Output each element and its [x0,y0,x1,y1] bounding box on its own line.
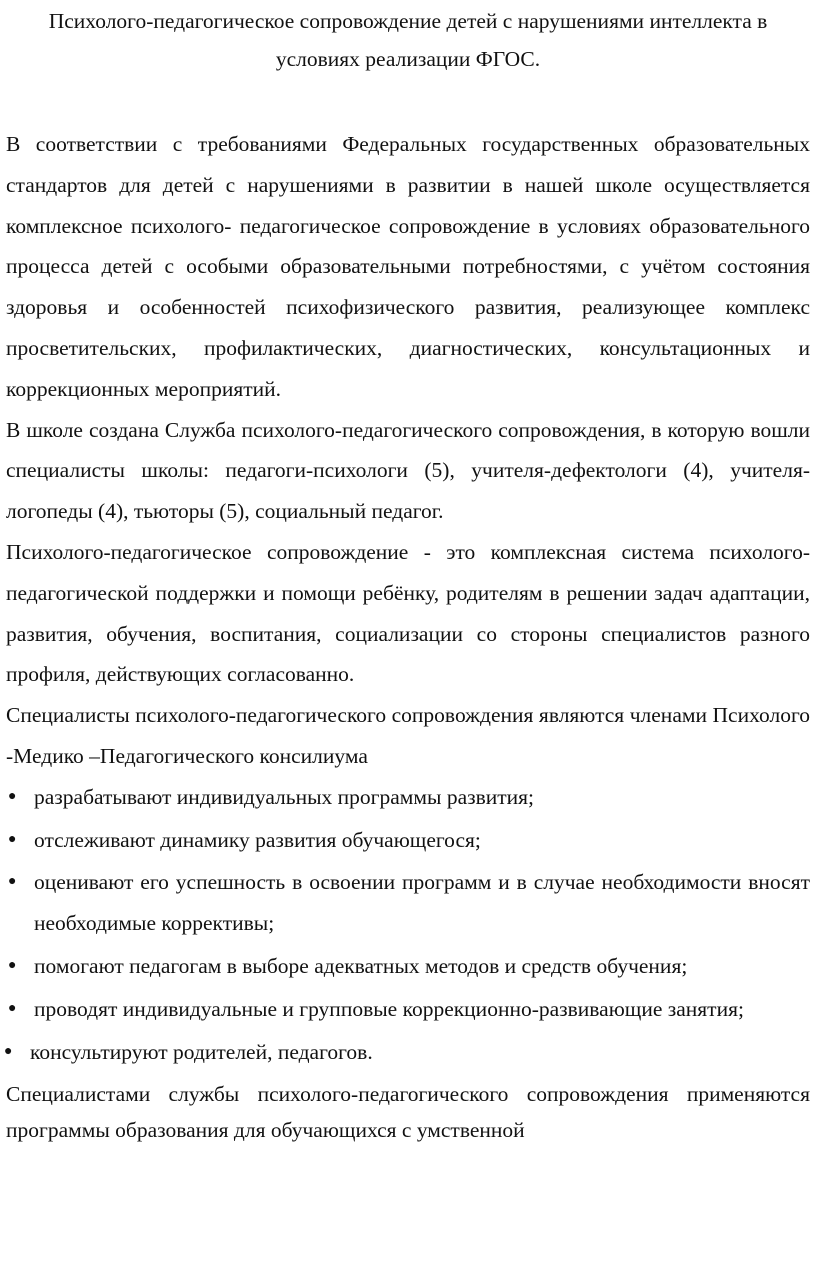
paragraph-consilium-members: Специалисты психолого-педагогического сопровождения являются членами Психолого -Медико –Педагогического консилиума [6,703,810,768]
bullet-icon: ● [8,957,17,973]
list-item-text: отслеживают динамику развития обучающегося; [34,827,481,852]
list-item-text: оценивают его успешность в освоении программ и в случае необходимости вносят необходимые коррективы; [34,870,810,936]
list-item-text: разрабатывают индивидуальных программы развития; [34,784,535,809]
list-item-text: помогают педагогам в выборе адекватных методов и средств обучения; [34,953,688,978]
list-item [6,989,810,1030]
bullet-icon: ● [8,788,17,804]
bullet-icon: ● [8,874,17,890]
paragraph-support-service: В школе создана Служба психолого-педагогического сопровождения, в которую вошли специалисты школы: педагоги-психологи (5), учителя-дефектологи (4), учителя-логопеды (4), тьюторы (5), социальный педагог. [6,417,810,524]
paragraph-fgos-requirements: В соответствии с требованиями Федеральных государственных образовательных стандартов для детей с нарушениями в развитии в нашей школе осуществляется комплексное психолого- педагогическое сопровождение в условиях образовательного процесса детей с особыми образовательными потребностями, с учётом состояния здоровья и особенностей психофизического развития, реализующее комплекс просветительских, профилактических, диагностических, консультационных и коррекционных мероприятий. [6,132,810,401]
list-item-text: проводят индивидуальные и групповые коррекционно-развивающие занятия; [34,996,744,1021]
bullet-icon: ● [8,1000,17,1016]
list-item [6,777,810,818]
bullet-icon: ● [8,831,17,847]
duties-list [6,777,810,1073]
paragraph-support-definition: Психолого-педагогическое сопровождение - это комплексная система психолого-педагогической поддержки и помощи ребёнку, родителям в решении задач адаптации, развития, обучения, воспитания, социализации со стороны специалистов разного профиля, действующих согласованно. [6,539,810,687]
list-item [2,1032,810,1073]
list-item-text: консультируют родителей, педагогов. [30,1039,373,1064]
paragraph-programs: Специалистами службы психолого-педагогического сопровождения применяются программы образования для обучающихся с умственной [6,1082,810,1143]
bullet-icon: ● [4,1043,13,1059]
list-item [6,820,810,861]
list-item [6,862,810,944]
list-item [6,946,810,987]
document-title: Психолого-педагогическое сопровождение детей с нарушениями интеллекта в условиях реализации ФГОС. [48,9,768,71]
